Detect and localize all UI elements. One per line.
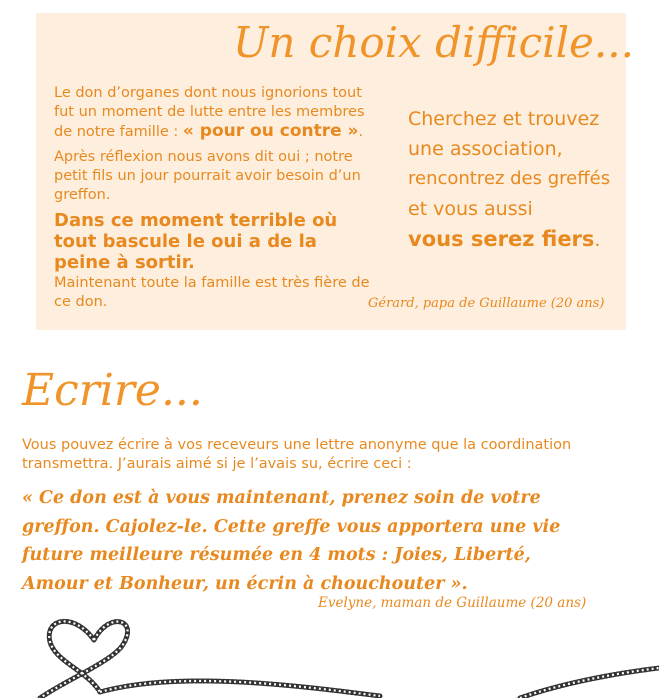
signature-gerard: Gérard, papa de Guillaume (20 ans) xyxy=(368,296,605,311)
paragraph-3-bold: Dans ce moment terrible où tout bascule le oui a de la peine à sortir. xyxy=(54,210,338,273)
cta-line-4: et vous aussi xyxy=(408,198,533,220)
paragraph-1 xyxy=(54,84,370,142)
letter-quote: « Ce don est à vous maintenant, prenez soin de votre greffon. Cajolez-le. Cette greffe vous apportera une vie future meilleure résumée en 4 mots : Joies, Liberté, Amour et Bonheur, un écrin à chouchouter ». xyxy=(22,488,561,594)
paragraph-3-rest: Maintenant toute la famille est très fière de ce don. xyxy=(54,275,370,310)
signature-evelyne: Evelyne, maman de Guillaume (20 ans) xyxy=(318,595,587,611)
section-title-ecrire: Ecrire... xyxy=(22,365,203,416)
cta-line-1: Cherchez et trouvez xyxy=(408,108,600,130)
section-title-choix: Un choix difficile... xyxy=(233,18,634,67)
testimony-left-column xyxy=(54,84,370,312)
call-to-action xyxy=(408,104,611,255)
paragraph-3 xyxy=(54,211,370,312)
heart-rope-icon xyxy=(0,600,659,698)
pour-ou-contre-emphasis: « pour ou contre » xyxy=(182,121,359,141)
cta-line-3: rencontrez des greffés xyxy=(408,168,611,189)
paragraph-1-end: . xyxy=(358,124,364,140)
cta-line-5-end: . xyxy=(594,229,601,251)
paragraph-1-text: Le don d’organes dont nous ignorions tout fut un moment de lutte entre les membres de notre famille : xyxy=(54,85,365,140)
cta-line-2: une association, xyxy=(408,138,563,160)
cta-line-5-strong: vous serez fiers xyxy=(408,227,595,251)
paragraph-2: Après réflexion nous avons dit oui ; notre petit fils un jour pourrait avoir besoin d’un greffon. xyxy=(54,149,361,203)
ecrire-paragraph: Vous pouvez écrire à vos receveurs une lettre anonyme que la coordination transmettra. J’aurais aimé si je l’avais su, écrire ceci : xyxy=(22,437,572,472)
